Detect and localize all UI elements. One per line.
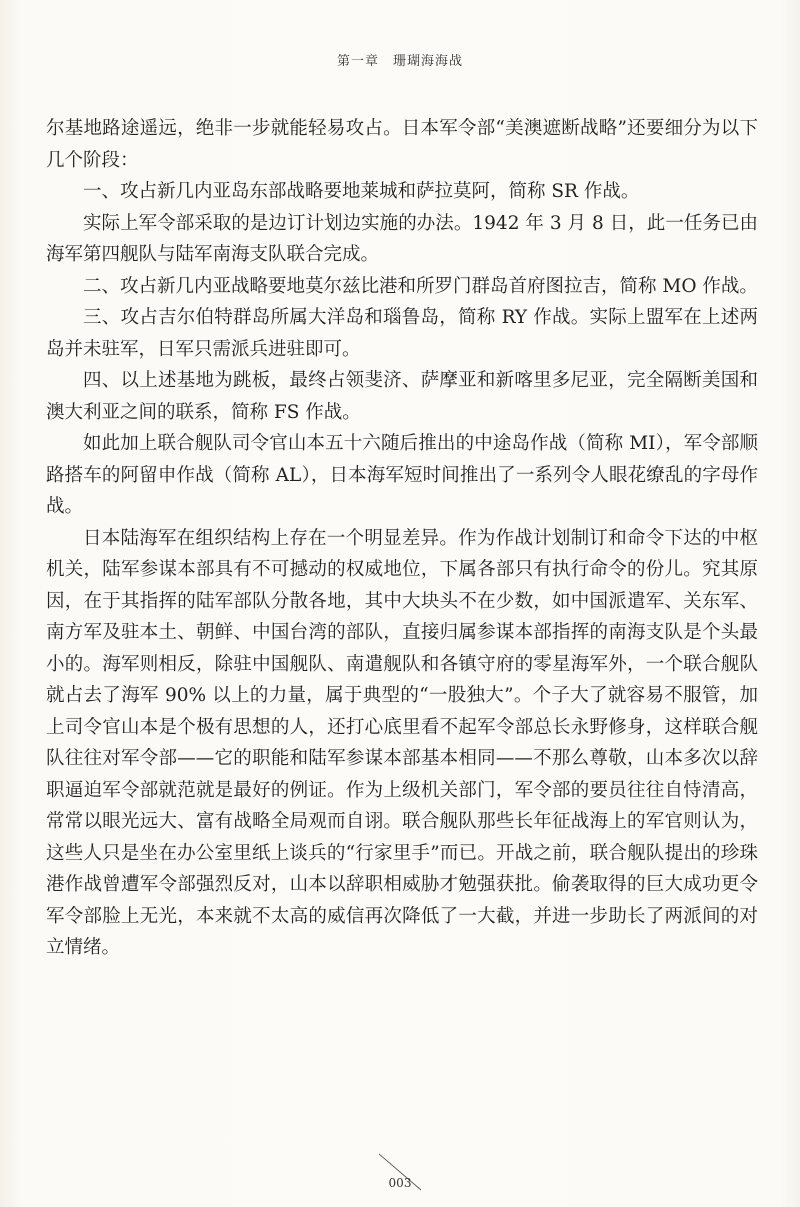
paragraph-continuation: 尔基地路途遥远，绝非一步就能轻易攻占。日本军令部“美澳遮断战略”还要细分为以下几个阶段：	[46, 118, 758, 171]
paragraph-army-navy-difference: 日本陆海军在组织结构上存在一个明显差异。作为作战计划制订和命令下达的中枢机关，陆军参谋本部具有不可撼动的权威地位，下属各部只有执行命令的份儿。究其原因，在于其指挥的陆军部队分散各地，其中大块头不在少数，如中国派遣军、关东军、南方军及驻本土、朝鲜、中国台湾的部队，直接归属参谋本部指挥的南海支队是个头最小的。海军则相反，除驻中国舰队、南遣舰队和各镇守府的零星海军外，一个联合舰队就占去了海军 90% 以上的力量，属于典型的“一股独大”。个子大了就容易不服管，加上司令官山本是个极有思想的人，还打心底里看不起军令部总长永野修身，这样联合舰队往往对军令部——它的职能和陆军参谋本部基本相同——不那么尊敬，山本多次以辞职逼迫军令部就范就是最好的例证。作为上级机关部门，军令部的要员往往自恃清高，常常以眼光远大、富有战略全局观而自诩。联合舰队那些长年征战海上的军官则认为，这些人只是坐在办公室里纸上谈兵的“行家里手”而已。开战之前，联合舰队提出的珍珠港作战曾遭军令部强烈反对，山本以辞职相威胁才勉强获批。偷袭取得的巨大成功更令军令部脸上无光，本来就不太高的威信再次降低了一大截，并进一步助长了两派间的对立情绪。	[46, 527, 758, 958]
paragraph-sr-implementation: 实际上军令部采取的是边订计划边实施的办法。1942 年 3 月 8 日，此一任务已由海军第四舰队与陆军南海支队联合完成。	[46, 212, 758, 265]
paragraph-ry-operation: 三、攻占吉尔伯特群岛所属大洋岛和瑙鲁岛，简称 RY 作战。实际上盟军在上述两岛并未驻军，日军只需派兵进驻即可。	[46, 307, 758, 360]
body-text	[46, 113, 758, 964]
page-number: 003	[388, 1176, 412, 1190]
paragraph-mo-operation: 二、攻占新几内亚战略要地莫尔兹比港和所罗门群岛首府图拉吉，简称 MO 作战。	[83, 275, 758, 297]
paragraph-sr-operation: 一、攻占新几内亚岛东部战略要地莱城和萨拉莫阿，简称 SR 作战。	[83, 181, 640, 202]
running-head: 第一章 珊瑚海海战	[336, 54, 463, 69]
paragraph-letter-operations: 如此加上联合舰队司令官山本五十六随后推出的中途岛作战（简称 MI），军令部顺路搭车的阿留申作战（简称 AL），日本海军短时间推出了一系列令人眼花缭乱的字母作战。	[46, 433, 758, 517]
paragraph-fs-operation: 四、以上述基地为跳板，最终占领斐济、萨摩亚和新喀里多尼亚，完全隔断美国和澳大利亚之间的联系，简称 FS 作战。	[46, 370, 758, 423]
